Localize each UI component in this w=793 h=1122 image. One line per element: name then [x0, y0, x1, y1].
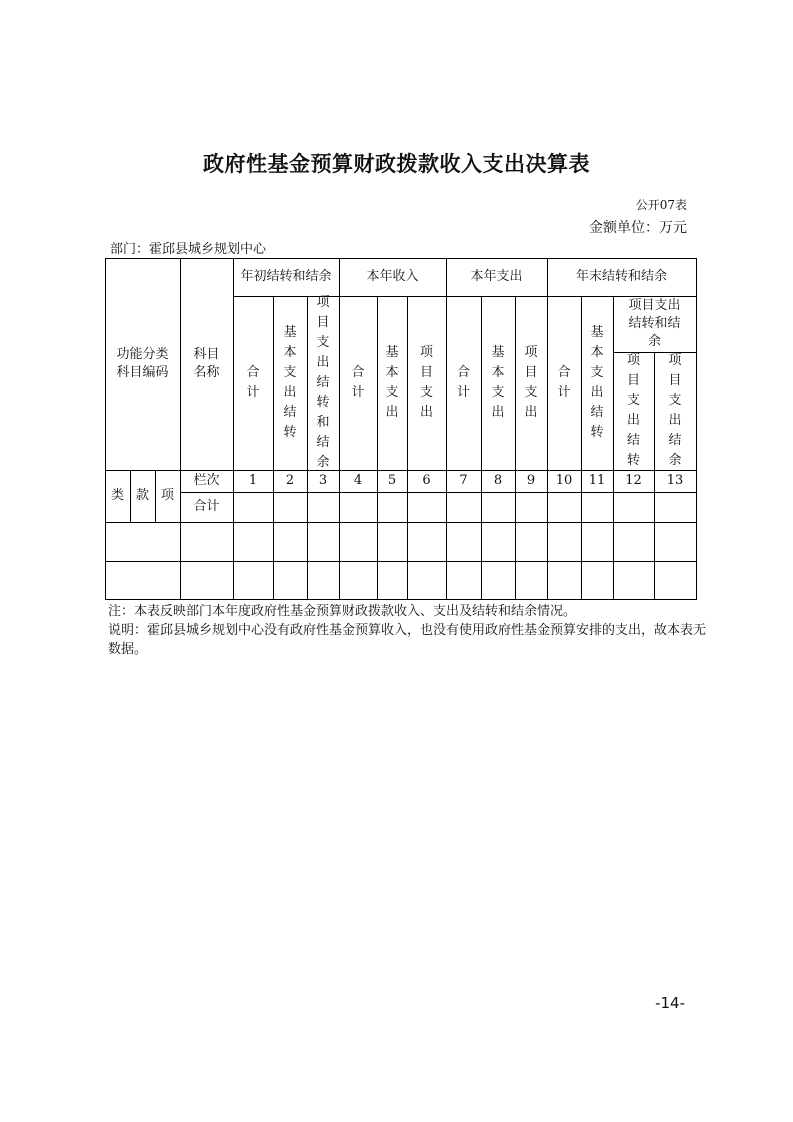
header-income-project	[407, 296, 446, 470]
header-begin-basic-carry	[273, 296, 307, 470]
table-note: 注：本表反映部门本年度政府性基金预算财政拨款收入、支出及结转和结余情况。	[108, 604, 577, 619]
table-vline	[696, 258, 697, 600]
header-end-basic-carry	[581, 296, 613, 470]
class-lei-text: 类	[110, 488, 124, 503]
column-number	[339, 470, 377, 492]
header-end-total	[547, 296, 581, 470]
header-begin-total-text: 合 计	[246, 365, 260, 400]
header-end-basic-carry-text: 基 本 支 出 结 转	[590, 325, 604, 440]
header-income-total	[339, 296, 377, 470]
header-subject-name-text: 科目 名称	[193, 347, 220, 380]
amount-unit: 金额单位：万元	[589, 220, 687, 236]
column-number-text: 1	[248, 473, 258, 488]
header-group-end-balance	[547, 258, 696, 296]
header-function-code-text: 功能分类 科目编码	[116, 347, 169, 380]
header-expense-total-text: 合 计	[456, 365, 470, 400]
header-income-project-text: 项 目 支 出	[419, 345, 433, 420]
header-expense-project	[515, 296, 547, 470]
header-end-project-balance	[654, 352, 696, 470]
column-number	[547, 470, 581, 492]
row-label-lanci-text: 栏次	[193, 473, 220, 488]
page-title: 政府性基金预算财政拨款收入支出决算表	[203, 152, 590, 176]
class-kuan-text: 款	[135, 488, 149, 503]
column-number-text: 11	[588, 473, 606, 488]
column-number	[446, 470, 481, 492]
column-number-text: 13	[666, 473, 684, 488]
header-group-expense	[446, 258, 547, 296]
class-lei	[105, 470, 130, 522]
header-end-project-balance-text: 项 目 支 出 结 余	[668, 353, 682, 468]
column-number	[581, 470, 613, 492]
table-hline	[105, 522, 697, 523]
header-begin-total	[233, 296, 273, 470]
column-number-text: 7	[459, 473, 468, 488]
column-number-text: 6	[422, 473, 431, 488]
header-income-total-text: 合 计	[351, 365, 365, 400]
column-number	[377, 470, 407, 492]
header-begin-basic-carry-text: 基 本 支 出 结 转	[283, 325, 297, 440]
header-begin-project-carry-balance-text: 项 目 支 出 结 转 和 结 余	[316, 295, 330, 470]
header-expense-basic	[481, 296, 515, 470]
table-explanation: 说明：霍邱县城乡规划中心没有政府性基金预算收入，也没有使用政府性基金预算安排的支出，故本表无数据。	[108, 623, 707, 657]
column-number	[613, 470, 654, 492]
table-hline	[105, 561, 697, 562]
column-number	[654, 470, 696, 492]
header-project-carry-balance	[613, 296, 696, 352]
column-number-text: 3	[318, 473, 328, 488]
column-number-text: 8	[493, 473, 503, 488]
notes	[108, 602, 708, 659]
page-number: -14-	[655, 994, 685, 1012]
header-project-carry-balance-text: 项目支出结转和结余	[628, 298, 681, 349]
table-hline	[180, 492, 696, 493]
header-income-basic	[377, 296, 407, 470]
table-hline	[105, 599, 697, 600]
row-label-total-text: 合计	[193, 499, 220, 514]
department-label: 部门：霍邱县城乡规划中心	[110, 242, 267, 257]
column-number	[233, 470, 273, 492]
class-xiang	[155, 470, 180, 522]
column-number-text: 2	[285, 473, 295, 488]
column-number-text: 5	[387, 473, 397, 488]
row-label-total	[180, 492, 233, 522]
header-group-end-balance-text: 年末结转和结余	[575, 269, 667, 284]
class-kuan	[130, 470, 155, 522]
column-number-text: 12	[625, 473, 642, 488]
header-expense-basic-text: 基 本 支 出	[491, 345, 505, 420]
column-number-text: 9	[526, 473, 536, 488]
class-xiang-text: 项	[160, 488, 174, 503]
header-group-expense-text: 本年支出	[470, 269, 523, 284]
header-income-basic-text: 基 本 支 出	[385, 345, 399, 420]
header-expense-total	[446, 296, 481, 470]
header-end-project-carry	[613, 352, 654, 470]
column-number	[407, 470, 446, 492]
header-group-income	[339, 258, 446, 296]
column-number-text: 4	[353, 473, 363, 488]
column-number-text: 10	[555, 473, 573, 488]
header-subject-name	[180, 258, 233, 470]
column-number	[515, 470, 547, 492]
column-number	[273, 470, 307, 492]
column-number	[307, 470, 339, 492]
header-begin-project-carry-balance	[307, 296, 339, 470]
column-number	[481, 470, 515, 492]
header-group-begin-balance-text: 年初结转和结余	[240, 269, 332, 284]
header-expense-project-text: 项 目 支 出	[524, 345, 538, 420]
header-end-total-text: 合 计	[557, 365, 571, 400]
row-label-lanci	[180, 470, 233, 492]
header-end-project-carry-text: 项 目 支 出 结 转	[626, 353, 640, 468]
header-group-begin-balance	[233, 258, 339, 296]
form-number: 公开07表	[635, 198, 687, 212]
header-function-code	[105, 258, 180, 470]
header-group-income-text: 本年收入	[366, 269, 419, 284]
